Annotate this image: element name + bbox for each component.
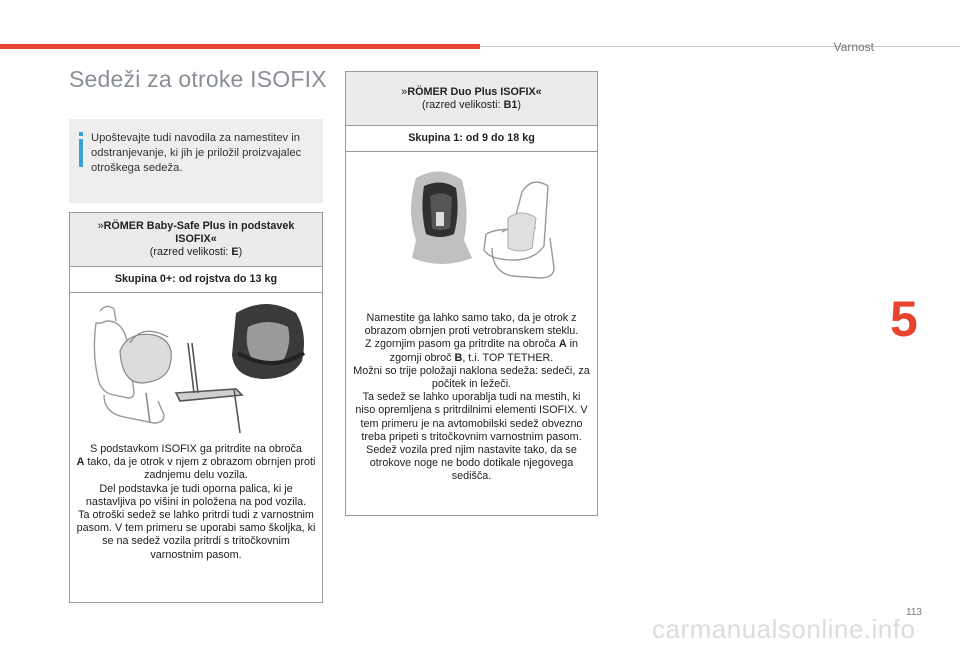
header-accent-bar <box>0 44 480 49</box>
quote-open: » <box>401 86 408 98</box>
text-line: Možni so trije položaji naklona sedeža: sedeči, za počitek in ležeči. <box>353 364 590 391</box>
note-text: Upoštevajte tudi navodila za namestitev in odstranjevanje, ki jih je priložil proizvajalec otroškega sedeža. <box>91 132 302 174</box>
text-line: Z zgornjim pasom ga pritrdite na obroča <box>364 338 559 351</box>
card-header <box>70 213 322 267</box>
section-label: Varnost <box>833 40 874 54</box>
card-description <box>346 312 597 484</box>
size-label: (razred velikosti: <box>149 246 232 258</box>
size-label: (razred velikosti: <box>421 99 504 111</box>
size-close: ) <box>238 246 243 258</box>
card-header <box>346 72 597 126</box>
size-value: B1 <box>503 99 518 111</box>
quote-open: » <box>97 220 104 232</box>
text-line: Namestite ga lahko samo tako, da je otrok z obrazom obrnjen proti vetrobranskem steklu. <box>364 312 579 338</box>
size-close: ) <box>517 99 522 111</box>
note-box <box>69 119 323 203</box>
text-line: Ta otroški sedež se lahko pritrdi tudi z varnostnim pasom. V tem primeru se uporabi samo školjka, ki se na sedež vozila pritrdi s tritočkovnim varnostnim pasom. <box>76 509 316 561</box>
text-line: tako, da je otrok v njem z obrazom obrnjen proti zadnjemu delu vozila. <box>84 456 316 482</box>
watermark: carmanualsonline.info <box>652 614 916 644</box>
info-icon <box>77 132 85 170</box>
header-rule <box>480 46 960 47</box>
chapter-number: 5 <box>890 291 918 347</box>
text-line: Ta sedež se lahko uporablja tudi na mestih, ki niso opremljena s pritrdilnimi elementi ISOFIX. V tem primeru je na avtomobilski sedež obvezno treba pripeti s tritočkovnim varnostnim pasom. Sedež vozila pred njim nastavite tako, da se otrokove noge ne bodo dotikale njegovega sedišča. <box>355 391 588 483</box>
baby-seat-illustration <box>76 293 316 443</box>
text-line: , t.i. TOP TETHER. <box>462 351 554 364</box>
product-name: RÖMER Duo Plus ISOFIX« <box>407 86 542 98</box>
text-line: in zgornji obroč <box>389 338 579 364</box>
child-seat-illustration <box>352 152 592 292</box>
anchor-a: A <box>558 338 567 351</box>
size-value: E <box>231 246 239 258</box>
weight-group: Skupina 0+: od rojstva do 13 kg <box>70 267 322 293</box>
page-title: Sedeži za otroke ISOFIX <box>69 66 327 92</box>
weight-group: Skupina 1: od 9 do 18 kg <box>346 126 597 152</box>
card-description <box>70 443 322 562</box>
card-romer-baby-safe <box>69 212 323 603</box>
text-line: Del podstavka je tudi oporna palica, ki je nastavljiva po višini in položena na pod vozila. <box>85 482 307 508</box>
text-line: S podstavkom ISOFIX ga pritrdite na obroča <box>90 443 302 455</box>
anchor-b: B <box>454 351 463 364</box>
page-number: 113 <box>906 607 922 618</box>
card-romer-duo-plus <box>345 71 598 516</box>
product-name: RÖMER Baby-Safe Plus in podstavek ISOFIX« <box>103 220 295 245</box>
anchor-a: A <box>76 456 85 469</box>
